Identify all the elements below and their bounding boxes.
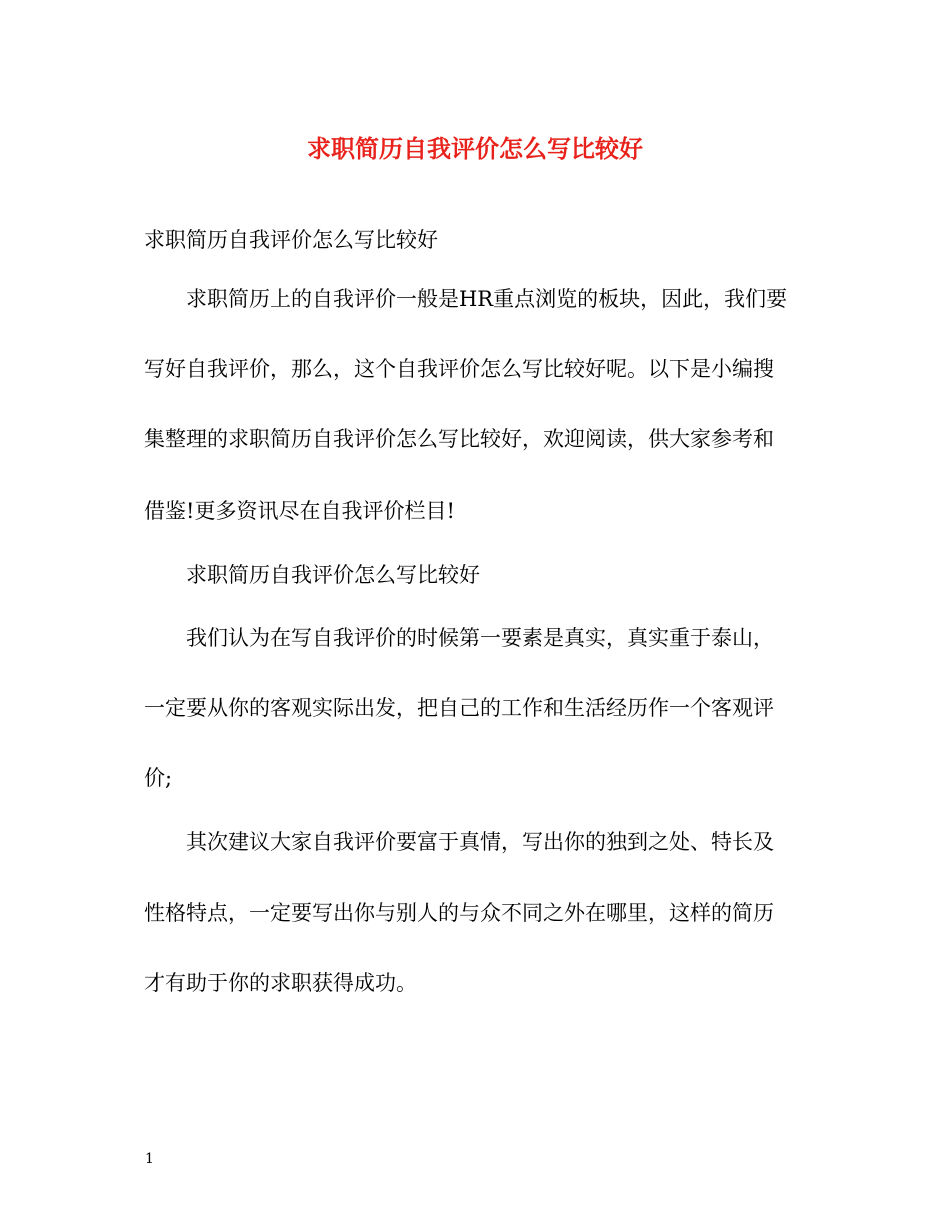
subtitle-line: 求职简历自我评价怎么写比较好 [144, 228, 438, 252]
paragraph-line: 才有助于你的求职获得成功。 [144, 971, 417, 995]
section-heading-line: 求职简历自我评价怎么写比较好 [186, 563, 480, 587]
paragraph-line: 写好自我评价，那么，这个自我评价怎么写比较好呢。以下是小编搜 [144, 357, 774, 381]
paragraph-line: 价; [144, 766, 173, 790]
paragraph-line: 集整理的求职简历自我评价怎么写比较好，欢迎阅读，供大家参考和 [144, 427, 774, 451]
paragraph-line: 性格特点，一定要写出你与别人的与众不同之外在哪里，这样的简历 [144, 901, 774, 925]
document-title: 求职简历自我评价怎么写比较好 [307, 134, 643, 163]
paragraph-line: 其次建议大家自我评价要富于真情，写出你的独到之处、特长及 [186, 830, 774, 854]
paragraph-line: 我们认为在写自我评价的时候第一要素是真实，真实重于泰山， [186, 626, 774, 650]
page-number: 1 [145, 1151, 154, 1167]
paragraph-line: 借鉴!更多资讯尽在自我评价栏目! [144, 499, 455, 523]
paragraph-line: 一定要从你的客观实际出发，把自己的工作和生活经历作一个客观评 [144, 696, 774, 720]
paragraph-line: 求职简历上的自我评价一般是HR重点浏览的板块，因此，我们要 [186, 287, 788, 311]
